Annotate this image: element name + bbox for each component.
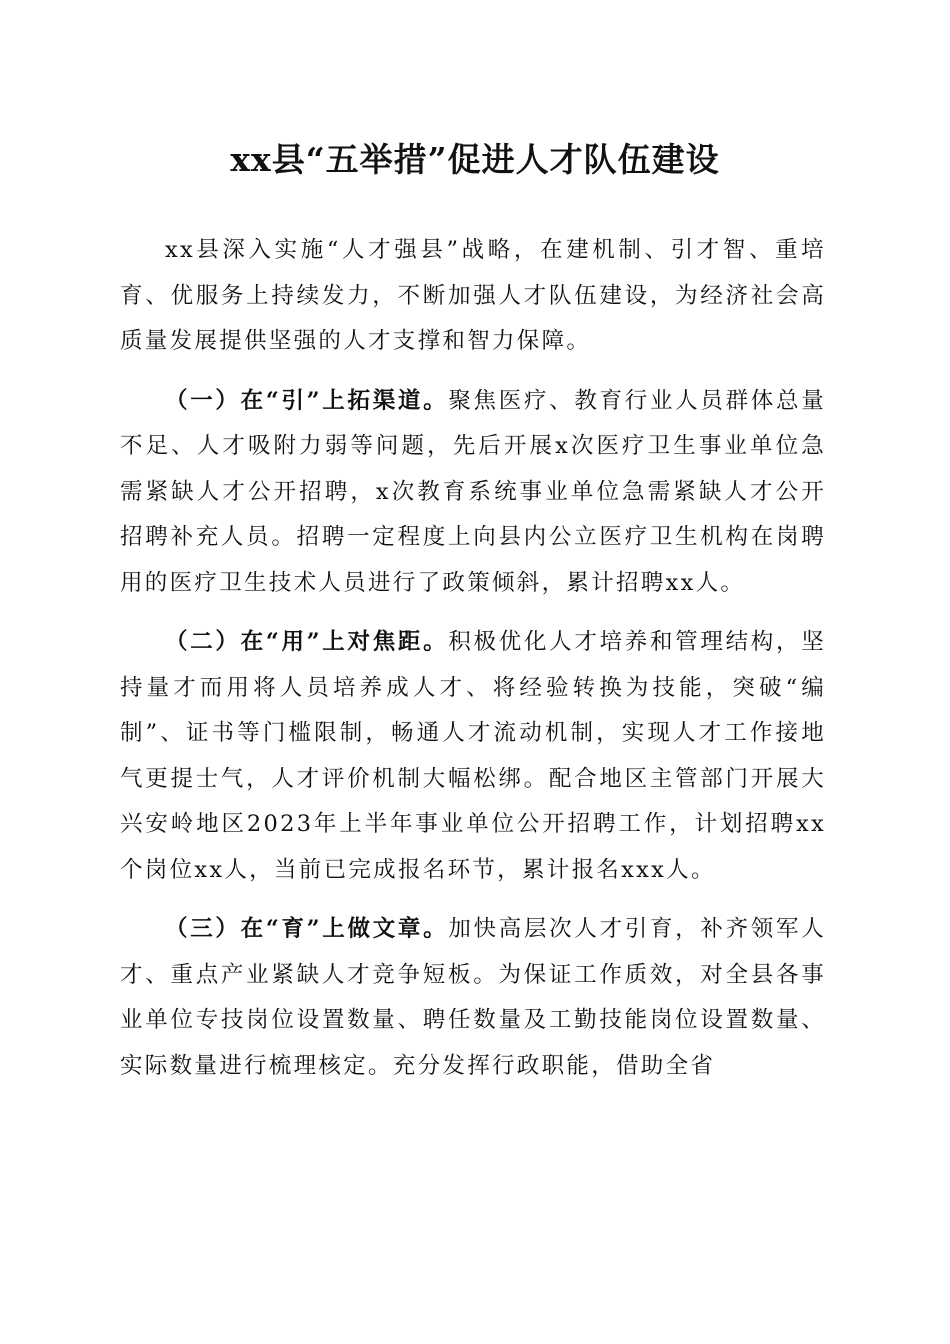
intro-paragraph: xx县深入实施“人才强县”战略，在建机制、引才智、重培育、优服务上持续发力，不断加强人才队伍建设，为经济社会高质量发展提供坚强的人才支撑和智力保障。 [120, 237, 826, 354]
section-heading-3: （三）在“育”上做文章。 [165, 916, 449, 942]
document-body [120, 228, 826, 1103]
section-paragraph-1 [120, 379, 826, 607]
section-paragraph-2 [120, 620, 826, 893]
document-title: xx县“五举措”促进人才队伍建设 [230, 140, 720, 179]
section-body-2: 积极优化人才培养和管理结构，坚持量才而用将人员培养成人才、将经验转换为技能，突破“编制”、证书等门槛限制，畅通人才流动机制，实现人才工作接地气更提士气，人才评价机制大幅松绑。配合地区主管部门开展大兴安岭地区2023年上半年事业单位公开招聘工作，计划招聘xx个岗位xx人，当前已完成报名环节，累计报名xxx人。 [120, 629, 826, 883]
section-heading-2: （二）在“用”上对焦距。 [165, 629, 449, 655]
section-paragraph-3 [120, 907, 826, 1089]
section-body-3: 加快高层次人才引育，补齐领军人才、重点产业紧缺人才竞争短板。为保证工作质效，对全县各事业单位专技岗位设置数量、聘任数量及工勤技能岗位设置数量、实际数量进行梳理核定。充分发挥行政职能，借助全省 [120, 916, 826, 1079]
section-body-1: 聚焦医疗、教育行业人员群体总量不足、人才吸附力弱等问题，先后开展x次医疗卫生事业单位急需紧缺人才公开招聘，x次教育系统事业单位急需紧缺人才公开招聘补充人员。招聘一定程度上向县内公立医疗卫生机构在岗聘用的医疗卫生技术人员进行了政策倾斜，累计招聘xx人。 [120, 387, 826, 596]
section-heading-1: （一）在“引”上拓渠道。 [165, 387, 449, 414]
